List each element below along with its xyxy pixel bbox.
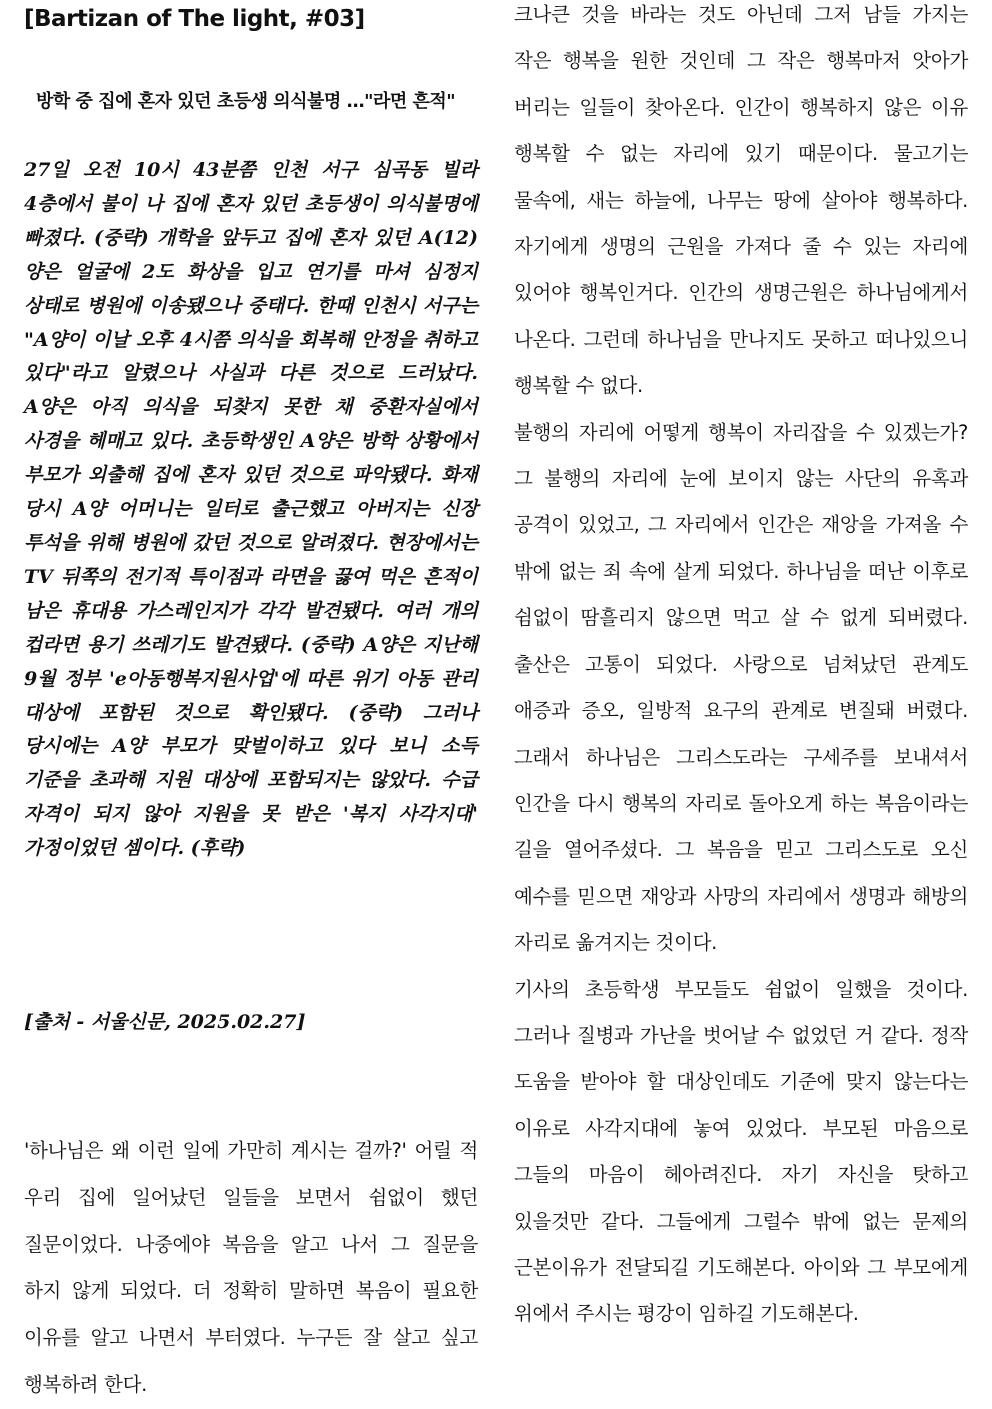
- news-source: [출처 - 서울신문, 2025.02.27]: [24, 1011, 306, 1033]
- news-excerpt: [24, 154, 478, 866]
- essay-left: [24, 1128, 478, 1409]
- news-headline: 방학 중 집에 혼자 있던 초등생 의식불명 …"라면 흔적": [36, 91, 456, 112]
- news-body: 27일 오전 10시 43분쯤 인천 서구 심곡동 빌라 4층에서 불이 나 집에 혼자 있던 초등생이 의식불명에 빠졌다. (중략) 개학을 앞두고 집에 혼자 있던 A(12)양은 얼굴에 2도 화상을 입고 연기를 마셔 심정지 상태로 병원에 이송됐으나 중태다. 한때 인천시 서구는 "A양이 이날 오후 4시쯤 의식을 회복해 안정을 취하고 있다"라고 알렸으나 사실과 다른 것으로 드러났다. A양은 아직 의식을 되찾지 못한 채 중환자실에서 사경을 헤매고 있다. 초등학생인 A양은 방학 상황에서 부모가 외출해 집에 혼자 있던 것으로 파악됐다. 화재 당시 A양 어머니는 일터로 출근했고 아버지는 신장 투석을 위해 병원에 갔던 것으로 알려졌다. 현장에서는 TV 뒤쪽의 전기적 특이점과 라면을 끓여 먹은 흔적이 남은 휴대용 가스레인지가 각각 발견됐다. 여러 개의 컵라면 용기 쓰레기도 발견됐다. (중략) A양은 지난해 9월 정부 'e아동행복지원사업'에 따른 위기 아동 관리 대상에 포함된 것으로 확인됐다. (중략) 그러나 당시에는 A양 부모가 맞벌이하고 있다 보니 소득 기준을 초과해 지원 대상에 포함되지는 않았다. 수급 자격이 되지 않아 지원을 못 받은 '복지 사각지대' 가정이었던 셈이다. (후략): [24, 159, 478, 860]
- essay-paragraph: 크나큰 것을 바라는 것도 아닌데 그저 남들 가지는 작은 행복을 원한 것인데 그 작은 행복마저 앗아가 버리는 일들이 찾아온다. 인간이 행복하지 않은 이유 행복할 수 없는 자리에 있기 때문이다. 물고기는 물속에, 새는 하늘에, 나무는 땅에 살아야 행복하다. 자기에게 생명의 근원을 가져다 줄 수 있는 자리에 있어야 행복인거다. 인간의 생명근원은 하나님에게서 나온다. 그런데 하나님을 만나지도 못하고 떠나있으니 행복할 수 없다.: [514, 3, 968, 398]
- essay-paragraph: 불행의 자리에 어떻게 행복이 자리잡을 수 있겠는가? 그 불행의 자리에 눈에 보이지 않는 사단의 유혹과 공격이 있었고, 그 자리에서 인간은 재앙을 가져올 수 밖에 없는 죄 속에 살게 되었다. 하나님을 떠난 이후로 쉼없이 땀흘리지 않으면 먹고 살 수 없게 되버렸다. 출산은 고통이 되었다. 사랑으로 넘쳐났던 관계도 애증과 증오, 일방적 요구의 관계로 변질돼 버렸다. 그래서 하나님은 그리스도라는 구세주를 보내셔서 인간을 다시 행복의 자리로 돌아오게 하는 복음이라는 길을 열어주셨다. 그 복음을 믿고 그리스도로 오신 예수를 믿으면 재앙과 사망의 자리에서 생명과 해방의 자리로 옮겨지는 것이다.: [514, 420, 968, 955]
- essay-paragraph: '하나님은 왜 이런 일에 가만히 계시는 걸까?' 어릴 적 우리 집에 일어났던 일들을 보면서 쉼없이 했던 질문이었다. 나중에야 복음을 알고 나서 그 질문을 하지 않게 되었다. 더 정확히 말하면 복음이 필요한 이유를 알고 나면서 부터였다. 누구든 잘 살고 싶고 행복하려 한다.: [24, 1139, 478, 1396]
- essay-right: [514, 0, 968, 1338]
- series-title: [Bartizan of The light, #03]: [24, 6, 365, 32]
- essay-paragraph: 기사의 초등학생 부모들도 쉼없이 일했을 것이다. 그러나 질병과 가난을 벗어날 수 없었던 거 같다. 정작 도움을 받아야 할 대상인데도 기준에 맞지 않는다는 이유로 사각지대에 놓여 있었다. 부모된 마음으로 그들의 마음이 헤아려진다. 자기 자신을 탓하고 있을것만 같다. 그들에게 그럴수 밖에 없는 문제의 근본이유가 전달되길 기도해본다. 아이와 그 부모에게 위에서 주시는 평강이 임하길 기도해본다.: [514, 977, 968, 1326]
